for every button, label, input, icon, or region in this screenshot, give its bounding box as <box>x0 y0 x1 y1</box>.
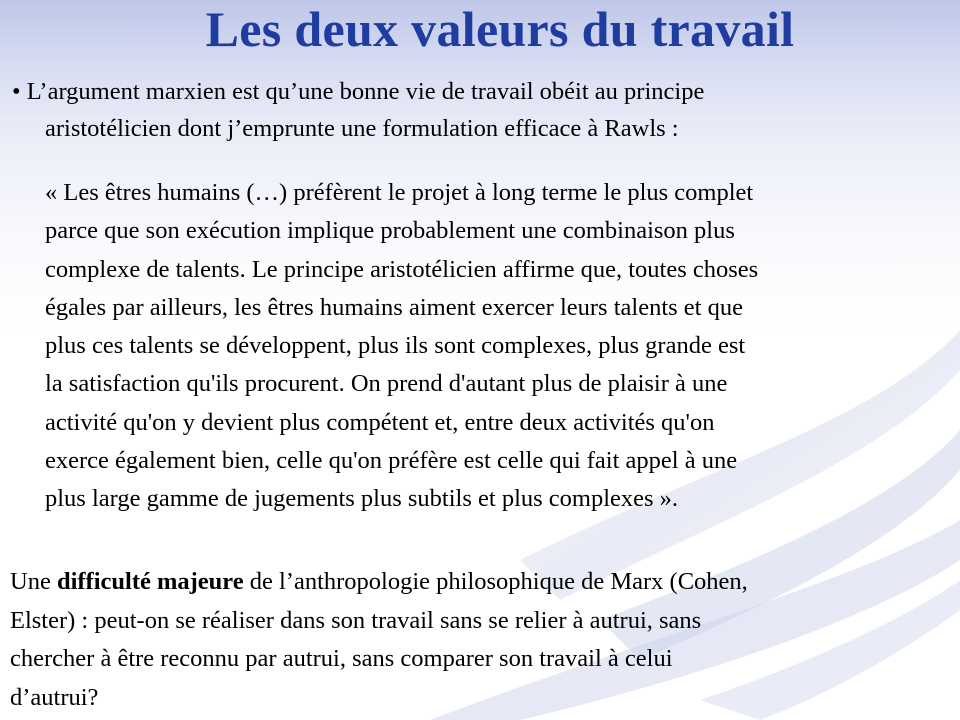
bullet-text-line-2: aristotélicien dont j’emprunte une formulation efficace à Rawls : <box>45 115 679 142</box>
bullet-text-line-1: L’argument marxien est qu’une bonne vie de travail obéit au principe <box>26 78 705 105</box>
quote-line: activité qu'on y devient plus compétent et, entre deux activités qu'on <box>45 408 715 436</box>
bullet-line-1 <box>12 73 942 110</box>
quote-line: plus large gamme de jugements plus subtils et plus complexes ». <box>45 485 679 513</box>
quote-line: égales par ailleurs, les êtres humains aiment exercer leurs talents et que <box>45 293 743 321</box>
paragraph-line: chercher à être reconnu par autrui, sans comparer son travail à celui <box>10 645 673 672</box>
bullet-marker: • <box>12 78 21 105</box>
paragraph-line: Elster) : peut-on se réaliser dans son travail sans se relier à autrui, sans <box>10 606 702 634</box>
quote-line: plus ces talents se développent, plus ils sont complexes, plus grande est <box>45 332 746 360</box>
quote-line: la satisfaction qu'ils procurent. On prend d'autant plus de plaisir à une <box>45 370 728 398</box>
quote-line: exerce également bien, celle qu'on préfère est celle qui fait appel à une <box>45 447 738 475</box>
slide-title: Les deux valeurs du travail <box>205 1 795 57</box>
difficulty-paragraph <box>10 563 950 717</box>
quote-line: complexe de talents. Le principe aristotélicien affirme que, toutes choses <box>45 255 759 283</box>
paragraph-line-1 <box>10 563 950 602</box>
quote-line: parce que son exécution implique probablement une combinaison plus <box>45 217 735 245</box>
paragraph-line: d’autrui? <box>10 683 99 711</box>
paragraph-bold-term: difficulté majeure <box>56 568 244 595</box>
paragraph-line-1-rest: de l’anthropologie philosophique de Marx (Cohen, <box>243 568 748 595</box>
rawls-quotation <box>45 174 950 519</box>
quote-line: « Les êtres humains (…) préfèrent le projet à long terme le plus complet <box>45 179 754 206</box>
bullet-point <box>12 73 942 147</box>
paragraph-intro: Une <box>10 568 57 595</box>
